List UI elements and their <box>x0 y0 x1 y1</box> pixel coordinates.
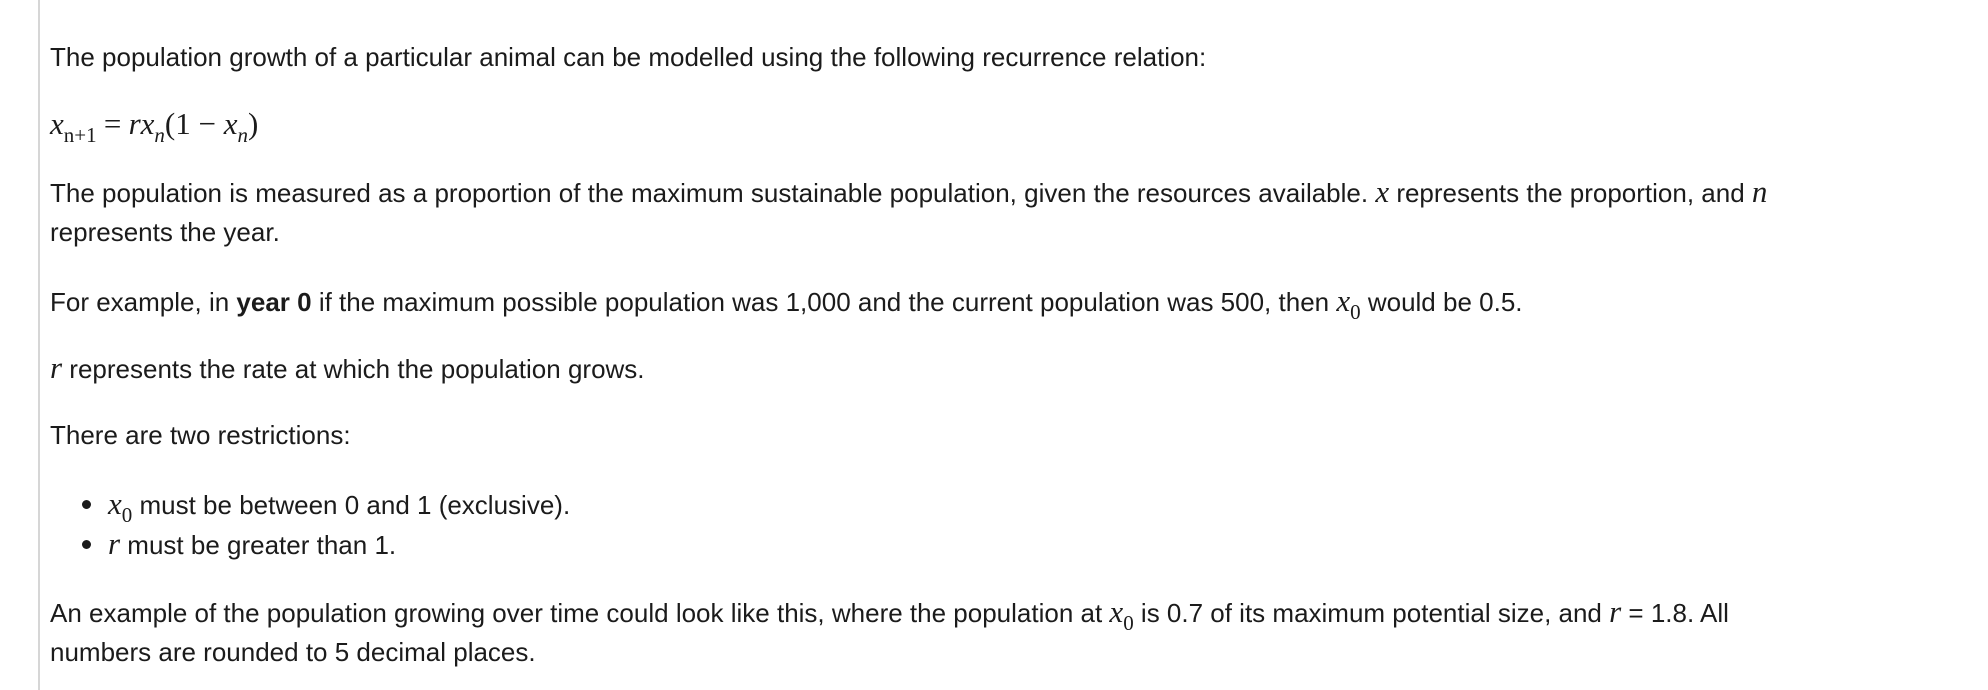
eq-close: ) <box>247 106 259 141</box>
eq-open: (1 − <box>164 106 224 141</box>
restriction-text: must be greater than 1. <box>120 530 397 560</box>
example-text-c: would be 0.5. <box>1360 287 1523 317</box>
list-item <box>108 484 571 527</box>
example-x: x <box>1336 283 1351 318</box>
restrictions-list <box>50 484 570 564</box>
rate-r: r <box>50 350 63 385</box>
growth-text-b: is 0.7 of its maximum potential size, and <box>1133 598 1610 628</box>
measurement-text-b: represents the proportion, and <box>1389 178 1752 208</box>
eq-x: x <box>140 106 155 141</box>
measurement-n: n <box>1751 174 1768 209</box>
growth-text-c: = 1.8. All <box>1621 598 1729 628</box>
restrictions-heading <box>50 415 1950 455</box>
example-x-sub: 0 <box>1350 300 1361 324</box>
growth-example-line2 <box>50 632 1950 672</box>
left-border-rule <box>38 0 40 690</box>
restrictions-heading-text: There are two restrictions: <box>50 420 351 450</box>
growth-x: x <box>1109 594 1124 629</box>
measurement-paragraph-line2 <box>50 212 1950 252</box>
list-item <box>108 524 570 564</box>
growth-text-a: An example of the population growing over time could look like this, where the population at <box>50 598 1110 628</box>
example-year-bold: year 0 <box>236 287 312 317</box>
rate-paragraph <box>50 348 1950 389</box>
growth-text-line2: numbers are rounded to 5 decimal places. <box>50 637 536 667</box>
intro-paragraph <box>50 37 1950 77</box>
recurrence-equation <box>50 104 1950 147</box>
bullet-icon <box>82 540 91 549</box>
example-text-a: For example, in <box>50 287 237 317</box>
eq-x-sub: n <box>154 123 165 147</box>
growth-x-sub: 0 <box>1123 611 1134 635</box>
example-text-b: if the maximum possible population was 1,000 and the current population was 500, then <box>311 287 1337 317</box>
bullet-icon <box>82 500 91 509</box>
eq-lhs-sub: n+1 <box>63 123 97 147</box>
measurement-x: x <box>1375 174 1390 209</box>
eq-x2: x <box>223 106 238 141</box>
restriction-text: must be between 0 and 1 (exclusive). <box>132 490 571 520</box>
restriction-var: x <box>108 486 122 521</box>
intro-text: The population growth of a particular animal can be modelled using the following recurrence relation: <box>50 42 1207 72</box>
eq-equals: = <box>103 106 122 141</box>
eq-lhs-var: x <box>50 106 64 141</box>
measurement-paragraph-line1 <box>50 172 1950 213</box>
restriction-sub: 0 <box>121 503 133 527</box>
measurement-text-a: The population is measured as a proportion of the maximum sustainable population, given the resources available. <box>50 178 1376 208</box>
rate-text: represents the rate at which the population grows. <box>62 354 645 384</box>
measurement-text-line2: represents the year. <box>50 217 280 247</box>
eq-x2-sub: n <box>237 123 248 147</box>
eq-r: r <box>128 106 141 141</box>
restriction-var: r <box>108 526 121 561</box>
growth-r: r <box>1609 594 1622 629</box>
growth-example-line1 <box>50 592 1950 635</box>
example-paragraph <box>50 281 1950 324</box>
